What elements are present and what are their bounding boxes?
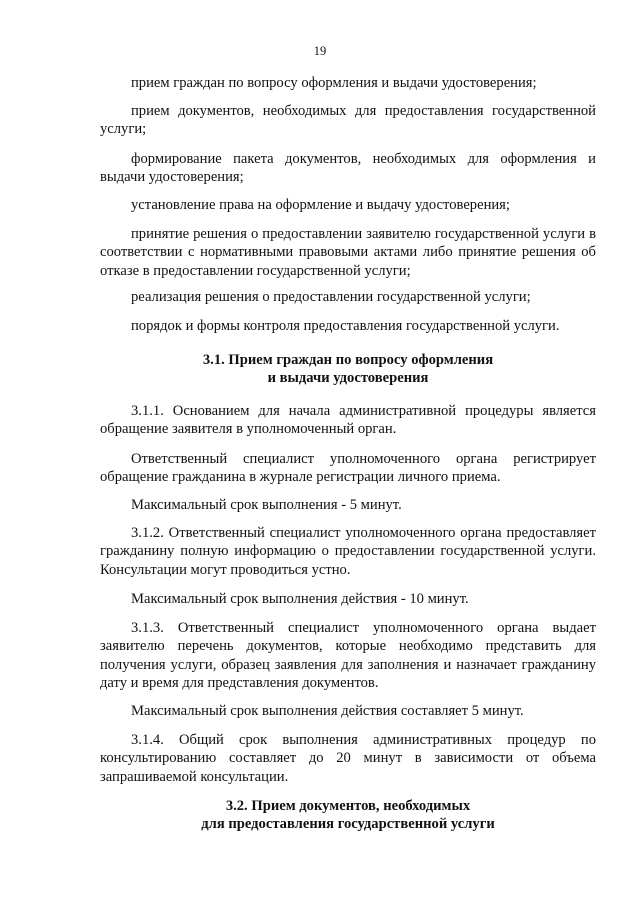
- list-item: принятие решения о предоставлении заявителю государственной услуги в соответствии с нормативными правовыми актами либо принятие решения об отказе в предоставлении государственной услуги;: [100, 226, 596, 279]
- page-number: 19: [313, 44, 327, 58]
- paragraph: 3.1.4. Общий срок выполнения административных процедур по консультированию составляет до 20 минут в зависимости от объема запрашиваемой консультации.: [100, 732, 596, 785]
- paragraph: Максимальный срок выполнения действия - 10 минут.: [131, 591, 469, 607]
- list-item: прием граждан по вопросу оформления и выдачи удостоверения;: [131, 75, 537, 91]
- heading-line: 3.2. Прием документов, необходимых: [225, 798, 471, 814]
- paragraph: Максимальный срок выполнения - 5 минут.: [131, 497, 402, 513]
- list-item: порядок и формы контроля предоставления государственной услуги.: [131, 318, 560, 334]
- paragraph: 3.1.2. Ответственный специалист уполномоченного органа предоставляет гражданину полную информацию о предоставлении государственной услуги. Консультации могут проводиться устно.: [100, 525, 596, 578]
- paragraph: 3.1.1. Основанием для начала административной процедуры является обращение заявителя в уполномоченный орган.: [100, 403, 596, 438]
- heading-line: для предоставления государственной услуги: [201, 816, 495, 833]
- list-item: установление права на оформление и выдачу удостоверения;: [131, 197, 510, 213]
- list-item: реализация решения о предоставлении государственной услуги;: [131, 289, 531, 305]
- paragraph: Ответственный специалист уполномоченного органа регистрирует обращение гражданина в журнале регистрации личного приема.: [100, 451, 596, 486]
- list-item: формирование пакета документов, необходимых для оформления и выдачи удостоверения;: [100, 151, 596, 186]
- heading-line: 3.1. Прием граждан по вопросу оформления: [202, 352, 494, 368]
- paragraph: Максимальный срок выполнения действия составляет 5 минут.: [131, 703, 524, 719]
- section-heading-3-2: [100, 797, 596, 834]
- list-item: прием документов, необходимых для предоставления государственной услуги;: [100, 103, 596, 138]
- heading-line: и выдачи удостоверения: [267, 370, 429, 387]
- section-heading-3-1: [100, 351, 596, 388]
- paragraph: 3.1.3. Ответственный специалист уполномоченного органа выдает заявителю перечень документов, которые необходимо представить для получения услуги, образец заявления для заполнения и назначает гражданину дату и время для представления документов.: [100, 620, 596, 692]
